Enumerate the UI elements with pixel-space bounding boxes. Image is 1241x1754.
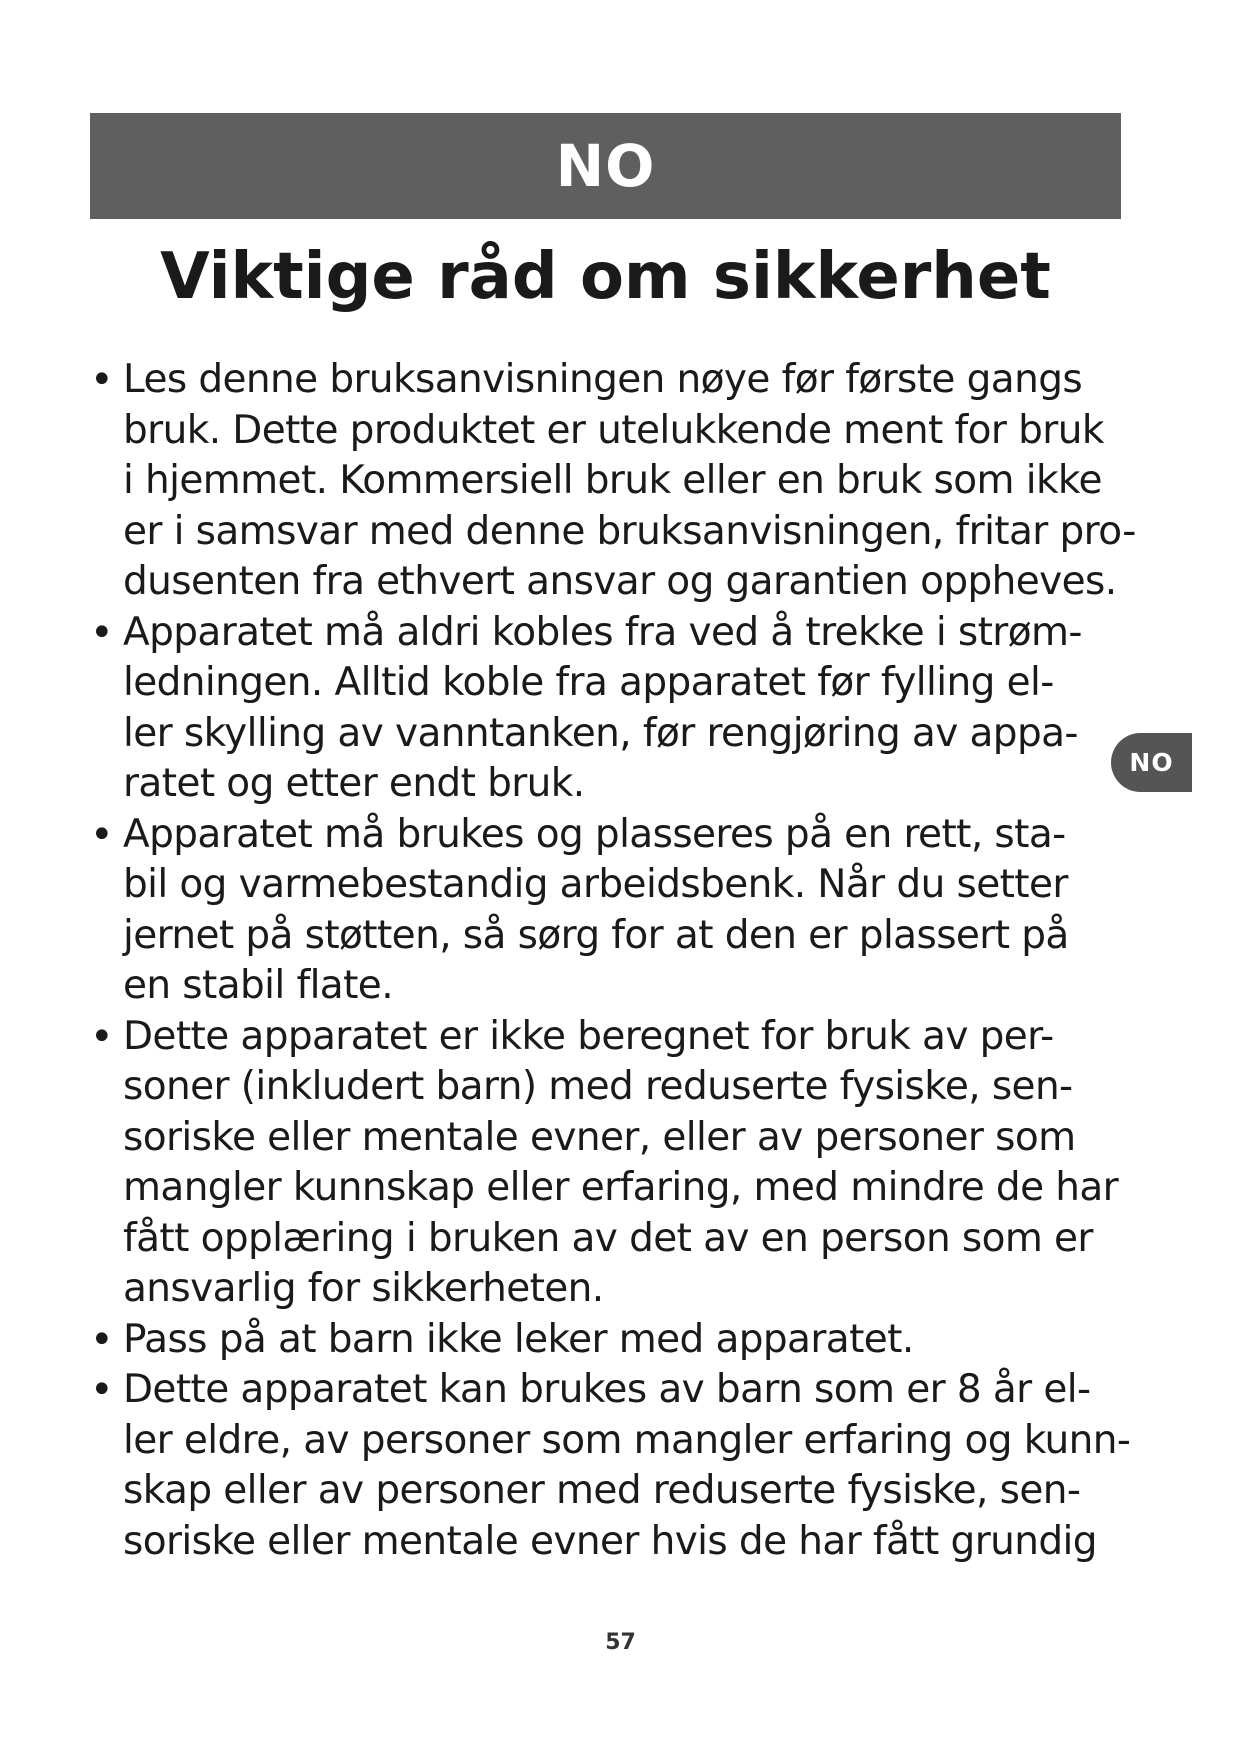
list-item-line: ansvarlig for sikkerheten. xyxy=(123,1266,604,1311)
list-item xyxy=(90,1315,1170,1366)
list-item-line: jernet på støtten, så sørg for at den er plassert på xyxy=(123,912,1069,958)
bullet-icon: • xyxy=(90,609,114,656)
safety-instructions-list xyxy=(90,355,1170,1567)
language-code: NO xyxy=(555,132,656,200)
bullet-icon: • xyxy=(90,1367,114,1413)
bullet-icon: • xyxy=(90,811,114,858)
list-item-line: bil og varmebestandig arbeidsbenk. Når du setter xyxy=(123,862,1068,907)
list-item-line: Les denne bruksanvisningen nøye før første gangs xyxy=(123,357,1083,402)
list-item-line: i hjemmet. Kommersiell bruk eller en bruk som ikke xyxy=(123,458,1102,503)
list-item-line: Dette apparatet er ikke beregnet for bruk av per- xyxy=(123,1013,1054,1059)
bullet-icon: • xyxy=(90,357,114,403)
list-item xyxy=(90,1365,1170,1567)
list-item-line: bruk. Dette produktet er utelukkende ment for bruk xyxy=(123,407,1104,453)
list-item-line: Dette apparatet kan brukes av barn som er 8 år el- xyxy=(123,1367,1091,1412)
list-item-line: er i samsvar med denne bruksanvisningen, fritar pro- xyxy=(123,508,1136,554)
list-item-line: soriske eller mentale evner, eller av personer som xyxy=(123,1114,1076,1160)
bullet-icon: • xyxy=(90,1013,114,1060)
page-title: Viktige råd om sikkerhet xyxy=(160,240,1051,314)
list-item xyxy=(90,1012,1170,1315)
list-item xyxy=(90,355,1170,608)
list-item-line: soriske eller mentale evner hvis de har fått grundig xyxy=(123,1518,1097,1564)
list-item-line: ratet og etter endt bruk. xyxy=(123,761,585,806)
list-item-line: Apparatet må aldri kobles fra ved å trekke i strøm- xyxy=(123,609,1082,655)
side-tab-label: NO xyxy=(1129,748,1174,777)
list-item-line: fått opplæring i bruken av det av en person som er xyxy=(123,1215,1093,1261)
list-item-line: ledningen. Alltid koble fra apparatet før fylling el- xyxy=(123,660,1054,705)
list-item-line: Pass på at barn ikke leker med apparatet. xyxy=(123,1316,914,1362)
list-item xyxy=(90,608,1170,810)
list-item-line: skap eller av personer med reduserte fysiske, sen- xyxy=(123,1468,1081,1513)
list-item-line: soner (inkludert barn) med reduserte fysiske, sen- xyxy=(123,1064,1073,1109)
language-header-bar xyxy=(90,113,1121,219)
list-item xyxy=(90,810,1170,1012)
list-item-line: mangler kunnskap eller erfaring, med mindre de har xyxy=(123,1165,1119,1210)
page-number: 57 xyxy=(605,1630,636,1655)
list-item-line: en stabil flate. xyxy=(123,963,393,1008)
list-item-line: ler skylling av vanntanken, før rengjøring av appa- xyxy=(123,710,1078,756)
language-side-tab xyxy=(1111,733,1192,792)
list-item-line: Apparatet må brukes og plasseres på en rett, sta- xyxy=(123,811,1066,857)
list-item-line: ler eldre, av personer som mangler erfaring og kunn- xyxy=(123,1417,1131,1463)
list-item-line: dusenten fra ethvert ansvar og garantien oppheves. xyxy=(123,559,1117,604)
bullet-icon: • xyxy=(90,1316,114,1363)
